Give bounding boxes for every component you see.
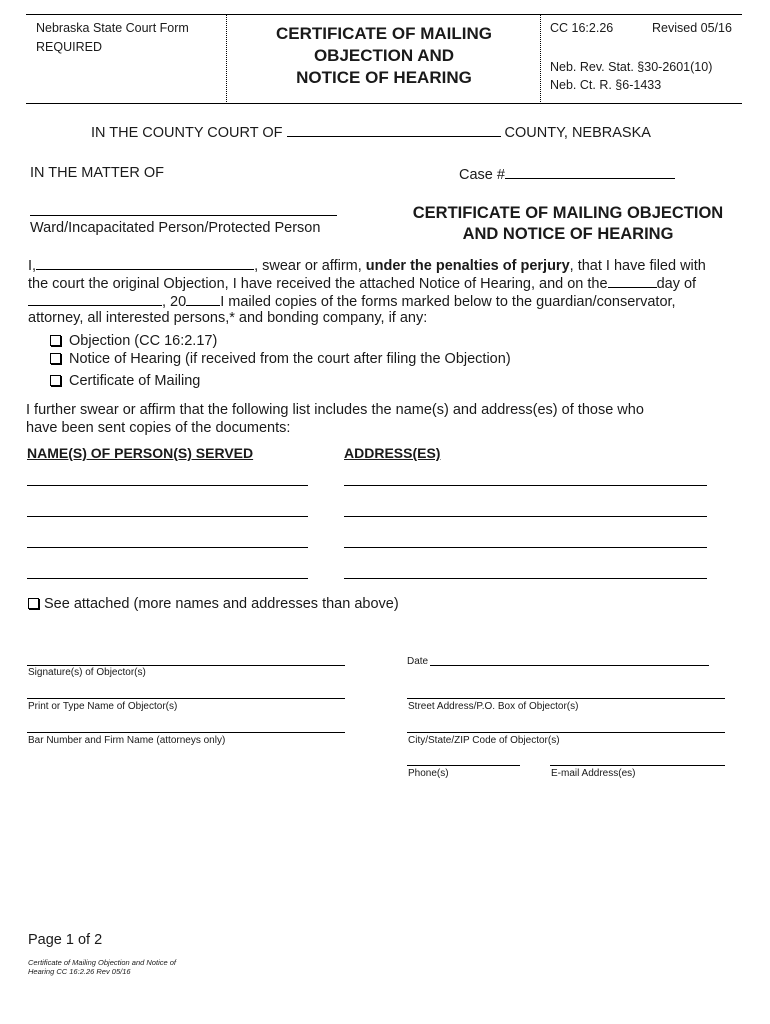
day-of-text: day of xyxy=(656,276,697,292)
county-field[interactable] xyxy=(287,122,501,137)
court-suffix: COUNTY, NEBRASKA xyxy=(504,125,651,141)
phone-line[interactable] xyxy=(407,765,520,766)
statute-citation: Neb. Rev. Stat. §30-2601(10) xyxy=(550,60,713,74)
checkbox-icon[interactable] xyxy=(50,375,61,386)
street-label: Street Address/P.O. Box of Objector(s) xyxy=(408,701,579,712)
year-prefix: , 20 xyxy=(162,294,187,310)
section-title xyxy=(395,203,741,245)
matter-label: IN THE MATTER OF xyxy=(30,165,164,181)
revised-date: Revised 05/16 xyxy=(652,21,732,35)
checklist-item-objection[interactable] xyxy=(50,332,217,350)
address-line-4[interactable] xyxy=(344,578,707,579)
checklist-label: Certificate of Mailing xyxy=(69,373,201,389)
checklist-item-notice[interactable] xyxy=(50,350,511,368)
checkbox-icon[interactable] xyxy=(28,598,39,609)
checklist-item-certificate[interactable] xyxy=(50,372,200,390)
perjury-text: under the penalties of perjury xyxy=(365,258,570,274)
case-number-field[interactable] xyxy=(505,164,675,179)
affirmation-line2-text: the court the original Objection, I have received the attached Notice of Hearing, and on the xyxy=(28,276,608,292)
further-line1: I further swear or affirm that the following list includes the name(s) and address(es) of those who xyxy=(26,402,644,418)
city-label: City/State/ZIP Code of Objector(s) xyxy=(408,735,560,746)
rule-citation: Neb. Ct. R. §6-1433 xyxy=(550,78,662,92)
name-line-2[interactable] xyxy=(27,516,308,517)
header-divider-left xyxy=(226,14,227,102)
footer-doc-line1: Certificate of Mailing Objection and Notice of xyxy=(28,958,176,967)
street-line[interactable] xyxy=(407,698,725,699)
form-source: Nebraska State Court Form xyxy=(36,21,189,35)
email-label: E-mail Address(es) xyxy=(551,768,636,779)
section-title-line2: AND NOTICE OF HEARING xyxy=(462,225,674,243)
ward-label: Ward/Incapacitated Person/Protected Person xyxy=(30,220,321,236)
phone-label: Phone(s) xyxy=(408,768,449,779)
affirmation-swear: , swear or affirm, xyxy=(254,258,366,274)
names-column-header: NAME(S) OF PERSON(S) SERVED xyxy=(27,445,254,461)
header-divider-right xyxy=(540,14,541,102)
further-line2: have been sent copies of the documents: xyxy=(26,420,291,436)
affirmation-mailed: I mailed copies of the forms marked below to the guardian/conservator, xyxy=(220,294,676,310)
name-line-3[interactable] xyxy=(27,547,308,548)
address-line-2[interactable] xyxy=(344,516,707,517)
court-line xyxy=(91,122,651,142)
affiant-name-field[interactable] xyxy=(36,255,254,270)
print-name-line[interactable] xyxy=(27,698,345,699)
date-field[interactable] xyxy=(430,665,709,666)
date-label: Date xyxy=(407,656,429,667)
affirmation-line4: attorney, all interested persons,* and bonding company, if any: xyxy=(28,310,428,326)
year-field[interactable] xyxy=(186,291,220,306)
page-number: Page 1 of 2 xyxy=(28,932,103,948)
checklist-label: Objection (CC 16:2.17) xyxy=(69,333,218,349)
see-attached-label: See attached (more names and addresses than above) xyxy=(44,596,399,612)
case-label: Case # xyxy=(459,167,505,183)
affirmation-line3 xyxy=(28,291,676,311)
affirmation-line1 xyxy=(28,255,706,275)
addresses-column-header: ADDRESS(ES) xyxy=(344,445,441,461)
bar-number-line[interactable] xyxy=(27,732,345,733)
email-line[interactable] xyxy=(550,765,725,766)
ward-name-field[interactable] xyxy=(30,215,337,216)
address-line-1[interactable] xyxy=(344,485,707,486)
footer-doc-id xyxy=(28,958,176,976)
case-number xyxy=(459,164,675,184)
form-number: CC 16:2.26 xyxy=(550,21,614,35)
required-label: REQUIRED xyxy=(36,40,102,54)
city-line[interactable] xyxy=(407,732,725,733)
footer-doc-line2: Hearing CC 16:2.26 Rev 05/16 xyxy=(28,967,131,976)
checklist-label: Notice of Hearing (if received from the court after filing the Objection) xyxy=(69,351,511,367)
affirmation-filed: , that I have filed with xyxy=(569,258,706,274)
checkbox-icon[interactable] xyxy=(50,353,61,364)
month-field[interactable] xyxy=(28,291,162,306)
name-line-4[interactable] xyxy=(27,578,308,579)
signature-label: Signature(s) of Objector(s) xyxy=(28,667,146,678)
affirmation-i: I, xyxy=(28,258,37,274)
form-title-line2: OBJECTION AND xyxy=(313,46,455,65)
address-line-3[interactable] xyxy=(344,547,707,548)
form-title xyxy=(228,23,540,89)
bar-number-label: Bar Number and Firm Name (attorneys only) xyxy=(28,735,226,746)
day-field[interactable] xyxy=(608,273,657,288)
affirmation-line2 xyxy=(28,273,696,293)
section-title-line1: CERTIFICATE OF MAILING OBJECTION xyxy=(412,204,724,222)
form-title-line3: NOTICE OF HEARING xyxy=(296,68,472,87)
form-title-line1: CERTIFICATE OF MAILING xyxy=(276,24,492,43)
signature-line[interactable] xyxy=(27,665,345,666)
name-line-1[interactable] xyxy=(27,485,308,486)
checkbox-icon[interactable] xyxy=(50,335,61,346)
see-attached-item[interactable] xyxy=(28,595,399,613)
court-prefix: IN THE COUNTY COURT OF xyxy=(91,125,283,141)
print-name-label: Print or Type Name of Objector(s) xyxy=(28,701,178,712)
